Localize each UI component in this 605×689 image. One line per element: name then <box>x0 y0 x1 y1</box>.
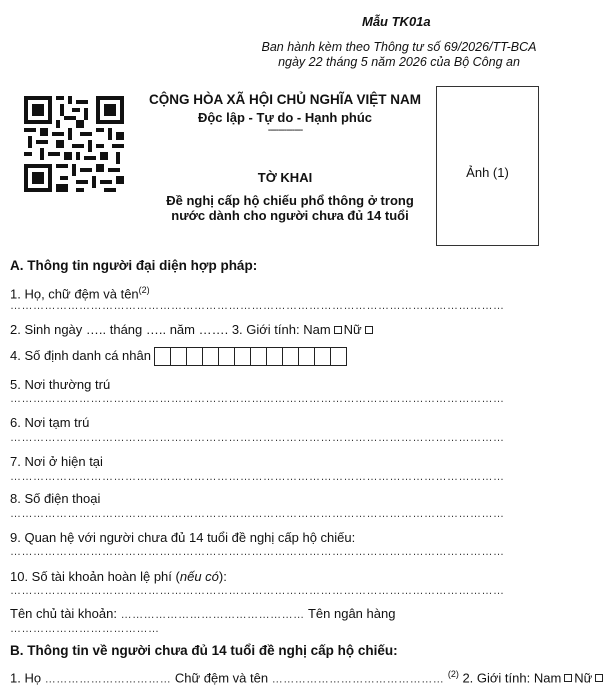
refund-label-optional: nếu có <box>179 569 219 584</box>
bank-name-label: Tên ngân hàng <box>307 606 396 621</box>
form-subtitle: Đề nghị cấp hộ chiếu phổ thông ở trong nước dành cho người chưa đủ 14 tuổi <box>166 193 414 223</box>
field-a4-label: 4. Số định danh cá nhân <box>10 347 151 363</box>
field-a5-dots[interactable]: ………………………………………………………………………………………………………………… <box>10 393 505 405</box>
b-female-label: Nữ <box>574 670 593 686</box>
field-a7-dots[interactable]: ………………………………………………………………………………………………………………… <box>10 471 505 483</box>
field-a4-id[interactable] <box>10 347 347 366</box>
field-b2-gender-label: 2. Giới tính: Nam <box>462 670 562 686</box>
field-a1-name[interactable] <box>10 285 150 301</box>
id-digit-box[interactable] <box>170 347 187 366</box>
id-digit-box[interactable] <box>282 347 299 366</box>
field-a9-label: 9. Quan hệ với người chưa đủ 14 tuổi đề nghị cấp hộ chiếu: <box>10 530 356 545</box>
b-female-checkbox[interactable] <box>595 674 603 682</box>
nation-name: CỘNG HÒA XÃ HỘI CHỦ NGHĨA VIỆT NAM <box>148 92 421 107</box>
field-a9-dots[interactable]: ………………………………………………………………………………………………………………… <box>10 546 505 558</box>
field-a1-label: 1. Họ, chữ đệm và tên <box>10 286 139 302</box>
id-digit-box[interactable] <box>298 347 315 366</box>
field-a7-label: 7. Nơi ở hiện tại <box>10 454 103 469</box>
section-b-heading: B. Thông tin về người chưa đủ 14 tuổi đề nghị cấp hộ chiếu: <box>10 643 398 658</box>
surname-dots[interactable]: …………………………… <box>44 673 172 686</box>
id-digit-box[interactable] <box>218 347 235 366</box>
form-code: Mẫu TK01a <box>362 14 431 29</box>
field-a6-dots[interactable]: ………………………………………………………………………………………………………………… <box>10 432 505 444</box>
bank-name-dots[interactable]: ………………………………… <box>10 623 160 635</box>
account-holder-label: Tên chủ tài khoản: <box>10 606 117 621</box>
field-account-holder[interactable] <box>10 606 395 621</box>
field-a2-dob-gender[interactable] <box>10 322 375 337</box>
id-digit-box[interactable] <box>234 347 251 366</box>
field-a10-label <box>10 569 227 584</box>
id-digit-box[interactable] <box>154 347 171 366</box>
form-title: TỜ KHAI <box>257 170 313 185</box>
account-holder-dots[interactable]: ………………………………………… <box>120 609 305 621</box>
field-a8-label: 8. Số điện thoại <box>10 491 101 506</box>
issued-by-note: Ban hành kèm theo Thông tư số 69/2026/TT-BCA ngày 22 tháng 5 năm 2026 của Bộ Công an <box>261 40 537 69</box>
b-male-checkbox[interactable] <box>564 674 572 682</box>
id-digit-box[interactable] <box>330 347 347 366</box>
female-checkbox[interactable] <box>365 326 373 334</box>
section-a-heading: A. Thông tin người đại diện hợp pháp: <box>10 258 258 273</box>
refund-label-end: ): <box>218 569 227 584</box>
field-b1-name-gender[interactable] <box>10 669 605 685</box>
id-number-boxes[interactable] <box>155 347 347 366</box>
refund-label-main: 10. Số tài khoản hoàn lệ phí ( <box>10 569 180 584</box>
photo-box <box>436 86 539 246</box>
female-label: Nữ <box>343 322 362 337</box>
photo-label: Ảnh (1) <box>466 165 509 180</box>
field-b1-middle-label: Chữ đệm và tên <box>174 670 269 686</box>
footnote-2: (2) <box>138 285 150 295</box>
id-digit-box[interactable] <box>202 347 219 366</box>
middle-name-dots[interactable]: ……………………………………… <box>271 673 445 686</box>
field-a8-dots[interactable]: ………………………………………………………………………………………………………………… <box>10 508 505 520</box>
motto-separator: ------------- <box>267 124 303 136</box>
field-a6-label: 6. Nơi tạm trú <box>10 415 90 430</box>
id-digit-box[interactable] <box>250 347 267 366</box>
id-digit-box[interactable] <box>314 347 331 366</box>
field-a5-label: 5. Nơi thường trú <box>10 377 111 392</box>
footnote-2-b: (2) <box>447 669 459 679</box>
national-motto: Độc lập - Tự do - Hạnh phúc <box>197 110 373 125</box>
id-digit-box[interactable] <box>266 347 283 366</box>
field-a1-dots[interactable]: ………………………………………………………………………………………………………………… <box>10 300 505 312</box>
field-b1-surname-label: 1. Họ <box>10 670 42 686</box>
field-a2-label: 2. Sinh ngày ….. tháng ….. năm ……. 3. Giới tính: Nam <box>10 322 331 337</box>
male-checkbox[interactable] <box>334 326 342 334</box>
field-a10-dots[interactable]: ………………………………………………………………………………………………………………… <box>10 585 505 597</box>
id-digit-box[interactable] <box>186 347 203 366</box>
qr-code-icon <box>24 96 124 192</box>
